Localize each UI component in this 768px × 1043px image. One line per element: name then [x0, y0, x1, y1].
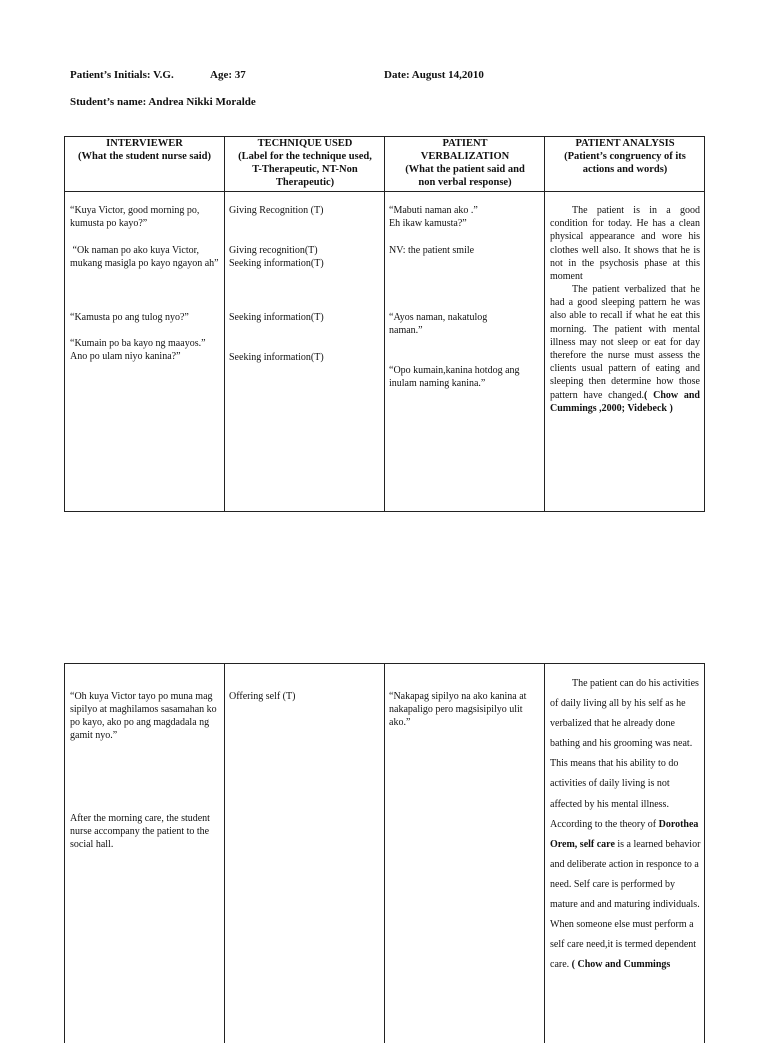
analysis-citation: ( Chow and Cummings ,2000; Videbeck )	[550, 389, 700, 414]
theory-name: Dorothea Orem, self care	[550, 818, 699, 850]
interview-table-2	[64, 663, 705, 1043]
interviewer-line-3: “Kamusta po ang tulog nyo?”	[70, 312, 189, 323]
analysis-2-citation: ( Chow and Cummings	[571, 959, 671, 971]
verbalization-2-1: “Nakapag sipilyo na ako kanina at nakapaligo pero magsisipilyo ulit ako.”	[389, 691, 527, 728]
analysis-paragraph-2: The patient verbalized that he had a good sleeping pattern he was also able to recall if what he eat this morning. The patient with mental illness may not sleep or eat for day therefore the nurse must assess the clients usual pattern of eating and sleeping then determine how those pattern have changed.( Chow and Cummings ,2000; Videbeck )	[550, 284, 700, 414]
technique-2: Giving recognition(T)	[229, 245, 318, 256]
interview-table-1	[64, 136, 705, 512]
verbalization-4: “Opo kumain,kanina hotdog ang inulam naming kanina.”	[389, 365, 520, 389]
interviewer-2-line-1: “Oh kuya Victor tayo po muna mag sipilyo at maghilamos sasamahan ko po kayo, ako po ang magdadala ng gamit nyo.”	[70, 691, 217, 741]
header-verbalization: PATIENT VERBALIZATION (What the patient said and non verbal response)	[405, 138, 525, 188]
date: Date: August 14,2010	[384, 69, 484, 81]
patient-initials: Patient’s Initials: V.G.	[70, 69, 174, 81]
analysis-2: The patient can do his activities of daily living all by his self as he verbalized that he already done bathing and his grooming was neat. This means that his ability to do activities of daily living is not affected by his mental illness. According to the theory of Dorothea Orem, self care is a learned behavior and deliberate action in responce to a need. Self care is performed by mature and and maturing individuals. When someone else must perform a self care need,it is termed dependent care. ( Chow and Cummings	[550, 678, 701, 971]
interviewer-line-1: “Kuya Victor, good morning po, kumusta po kayo?”	[70, 205, 200, 229]
technique-1: Giving Recognition (T)	[229, 205, 324, 216]
technique-5: Seeking information(T)	[229, 352, 324, 363]
verbalization-1a: “Mabuti naman ako .”	[389, 205, 478, 216]
header-interviewer: INTERVIEWER (What the student nurse said)	[77, 138, 211, 162]
student-name: Student’s name: Andrea Nikki Moralde	[70, 96, 256, 108]
header-technique: TECHNIQUE USED (Label for the technique used, T-Therapeutic, NT-Non Therapeutic)	[238, 138, 372, 188]
technique-2-1: Offering self (T)	[229, 691, 296, 702]
technique-3: Seeking information(T)	[229, 258, 324, 269]
verbalization-3: “Ayos naman, nakatulog naman.”	[389, 312, 488, 336]
verbalization-2: NV: the patient smile	[389, 245, 475, 256]
header-analysis: PATIENT ANALYSIS (Patient’s congruency of its actions and words)	[564, 138, 686, 175]
interviewer-line-2: “Ok naman po ako kuya Victor, mukang masigla po kayo ngayon ah”	[70, 245, 219, 269]
interviewer-line-4: “Kumain po ba kayo ng maayos.” Ano po ulam niyo kanina?”	[70, 338, 206, 362]
verbalization-1b: Eh ikaw kamusta?”	[389, 218, 467, 229]
analysis-paragraph-1: The patient is in a good condition for today. He has a clean physical appearance and wore his clothes well also. It shows that he is not in the psychosis phase at this moment	[550, 205, 700, 283]
interviewer-2-line-2: After the morning care, the student nurse accompany the patient to the social hall.	[70, 813, 210, 850]
patient-age: Age: 37	[210, 69, 246, 81]
technique-4: Seeking information(T)	[229, 312, 324, 323]
